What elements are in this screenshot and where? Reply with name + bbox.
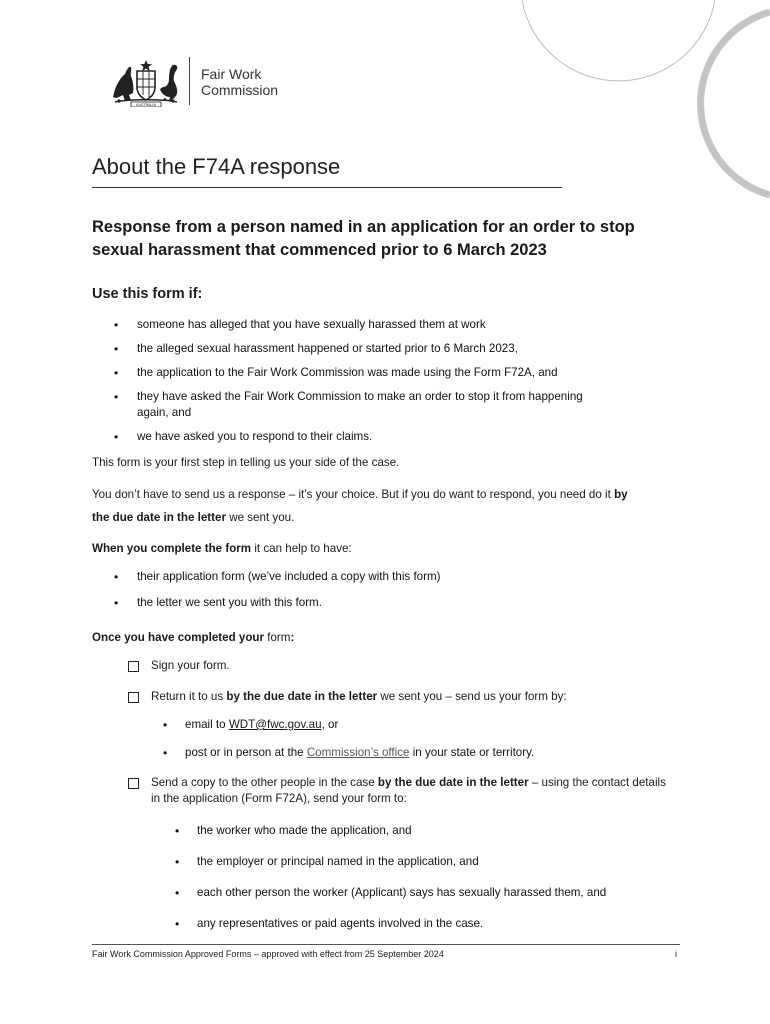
post-prefix: post or in person at the <box>185 746 307 759</box>
checkbox-icon[interactable] <box>128 778 139 789</box>
list-item: • any representatives or paid agents involved in the case. <box>151 916 671 932</box>
first-step-text: This form is your first step in telling us your side of the case. <box>92 456 400 469</box>
return-due-date-bold: by the due date in the letter <box>226 690 378 703</box>
helpful-items-list <box>92 569 652 621</box>
use-form-heading: Use this form if: <box>92 286 203 302</box>
return-text-2: we sent you – send us your form by: <box>377 690 567 703</box>
choice-paragraph <box>92 483 632 529</box>
commission-office-link[interactable]: Commission’s office <box>306 746 410 759</box>
email-link[interactable]: WDT@fwc.gov.au <box>228 718 322 731</box>
complete-form-intro <box>92 541 352 557</box>
footer-divider <box>92 944 680 945</box>
list-item: • they have asked the Fair Work Commission to make an order to stop it from happening again, and <box>92 389 607 421</box>
footer-text: Fair Work Commission Approved Forms – approved with effect from 25 September 2024 <box>92 949 444 959</box>
decorative-arc-top <box>522 0 715 81</box>
recipients-list <box>151 823 671 947</box>
once-completed-bold: Once you have completed your <box>92 631 265 644</box>
list-item: • we have asked you to respond to their claims. <box>92 429 652 445</box>
email-suffix: , or <box>321 718 339 731</box>
logo-divider <box>189 57 190 105</box>
form-subtitle: Response from a person named in an application for an order to stop sexual harassment that commenced prior to 6 March 2023 <box>92 218 635 259</box>
org-name-line1: Fair Work <box>201 66 262 82</box>
choice-text-1: You don’t have to send us a response – it’s your choice. But if you do want to respond, you need do it <box>92 488 615 501</box>
return-text-1: Return it to us <box>151 690 227 703</box>
org-name-line2: Commission <box>201 82 279 98</box>
list-item: • their application form (we’ve included a copy with this form) <box>92 569 652 585</box>
list-item: • the worker who made the application, and <box>151 823 671 839</box>
coat-of-arms-icon <box>107 57 183 107</box>
list-item: • the application to the Fair Work Commission was made using the Form F72A, and <box>92 365 652 381</box>
list-item-post <box>151 745 651 761</box>
post-suffix: in your state or territory. <box>409 746 535 759</box>
list-item-email <box>151 717 651 733</box>
list-item: • someone has alleged that you have sexually harassed them at work <box>92 317 652 333</box>
once-completed-rest: form <box>264 631 291 644</box>
once-completed-heading <box>92 630 294 646</box>
choice-text-2: we sent you. <box>226 511 295 524</box>
organisation-name <box>201 66 278 98</box>
due-date-emphasis: by the due date in the letter <box>92 488 628 524</box>
copy-text-2: – using the contact details in the application (Form F72A), send your form to: <box>151 776 666 805</box>
list-item: • the alleged sexual harassment happened or started prior to 6 March 2023, <box>92 341 652 357</box>
complete-form-rest: it can help to have: <box>251 542 352 555</box>
title-divider <box>92 187 562 188</box>
fair-work-commission-logo <box>107 57 307 109</box>
checklist-item-sign <box>128 658 230 674</box>
crest-banner-text: AUSTRALIA <box>136 103 156 107</box>
page-title: About the F74A response <box>92 154 341 179</box>
once-completed-colon: : <box>290 631 295 644</box>
checklist-item-return <box>128 689 671 705</box>
checklist-sign-text: Sign your form. <box>151 659 230 672</box>
page-number: i <box>675 949 677 959</box>
checkbox-icon[interactable] <box>128 661 139 672</box>
checklist-item-send-copy <box>128 775 671 807</box>
email-prefix: email to <box>185 718 229 731</box>
decorative-arc-right <box>701 12 770 195</box>
complete-form-bold: When you complete the form <box>92 542 252 555</box>
list-item: • the employer or principal named in the application, and <box>151 854 671 870</box>
copy-due-date-bold: by the due date in the letter <box>377 776 529 789</box>
use-form-list <box>92 317 652 453</box>
list-item: • each other person the worker (Applicant) says has sexually harassed them, and <box>151 885 671 901</box>
copy-text-1: Send a copy to the other people in the case <box>151 776 378 789</box>
list-item: • the letter we sent you with this form. <box>92 595 652 611</box>
return-methods-list <box>151 717 651 773</box>
checkbox-icon[interactable] <box>128 692 139 703</box>
